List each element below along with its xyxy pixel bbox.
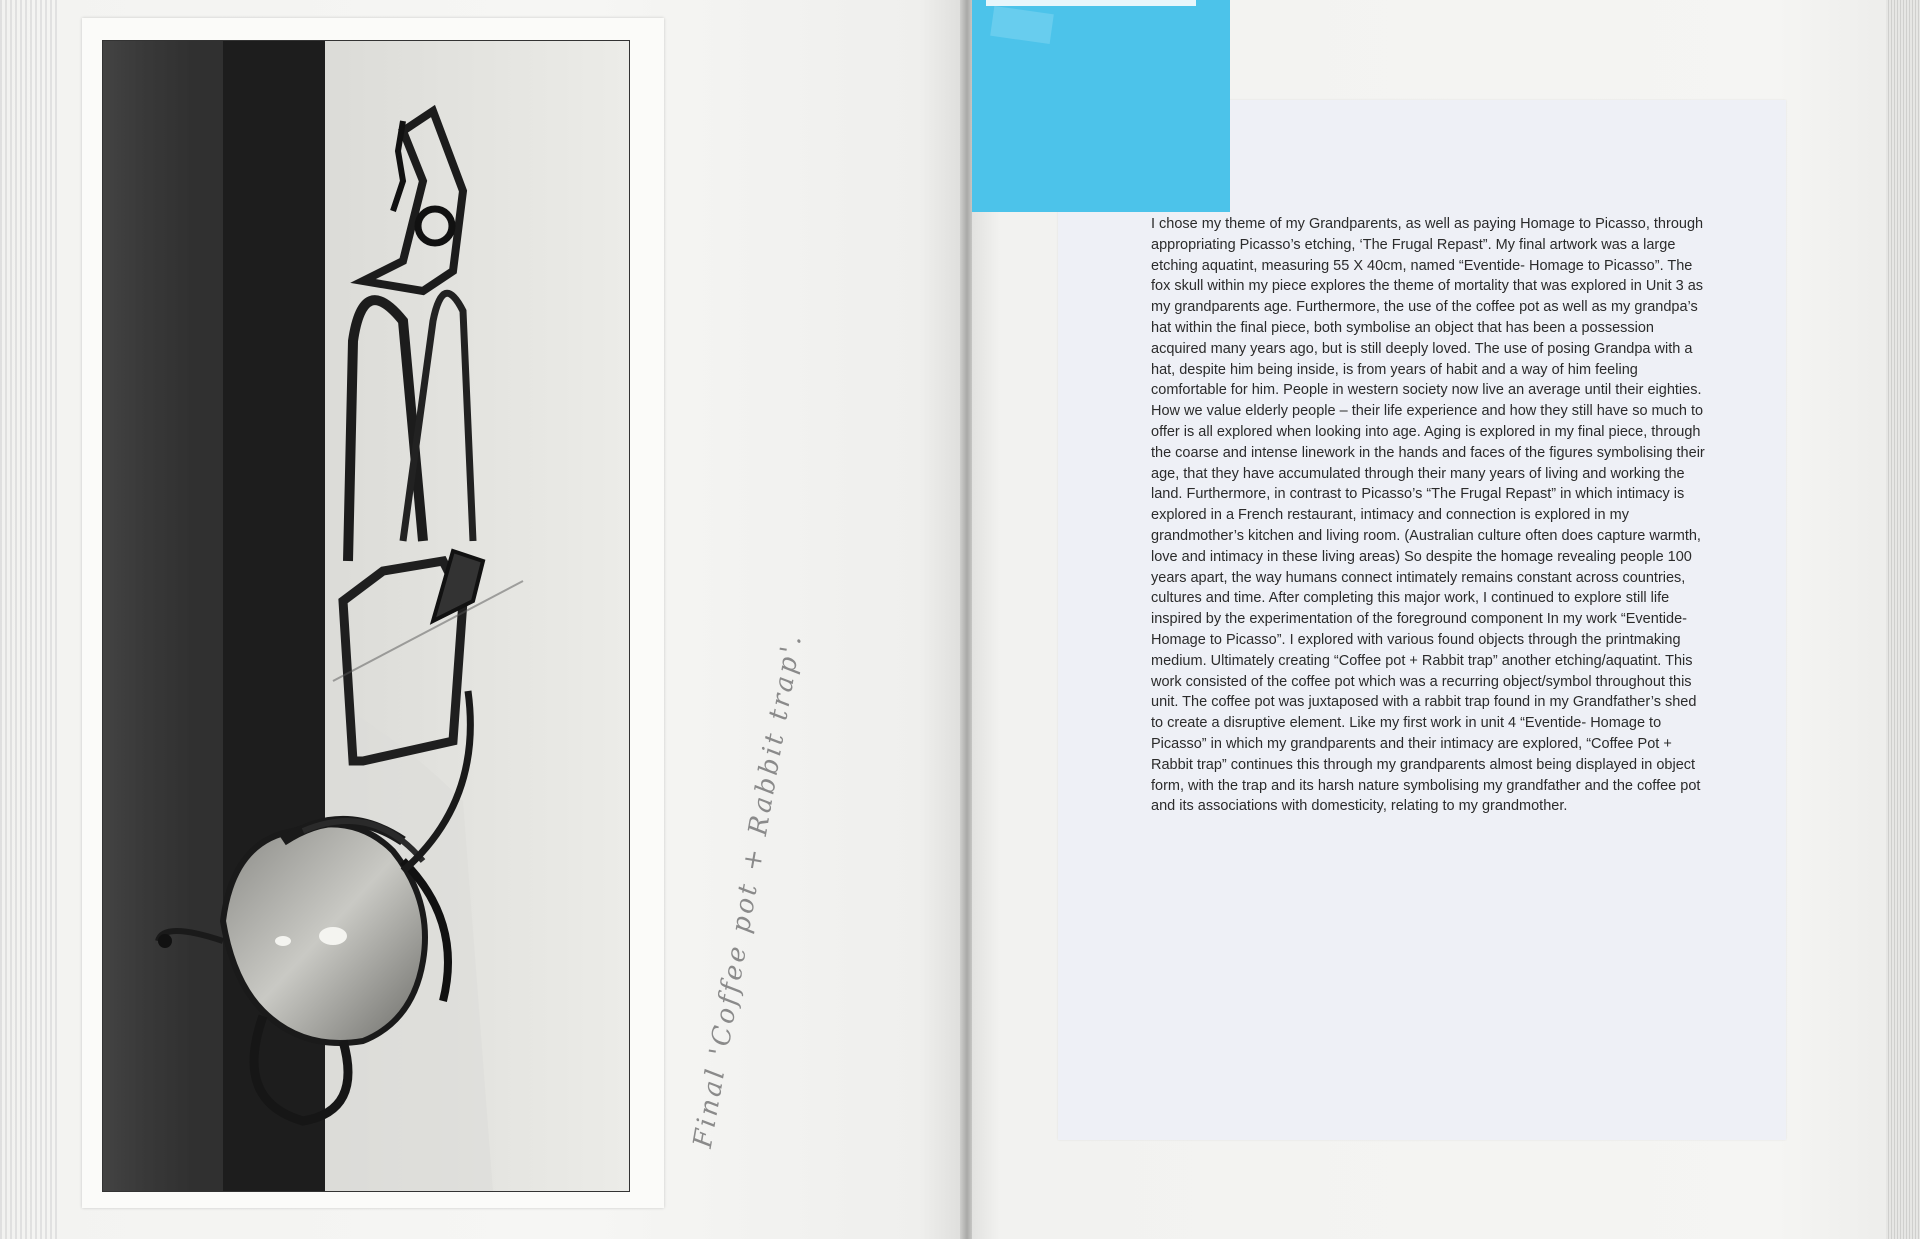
blue-index-tab bbox=[972, 0, 1230, 212]
etching-artwork bbox=[102, 40, 630, 1192]
artist-statement: I chose my theme of my Grandparents, as well as paying Homage to Picasso, through appropriating Picasso’s etching, ‘The Frugal Repast”. My final artwork was a large etching aquatint, measuring 55 X 40cm, named “Eventide- Homage to Picasso”. The fox skull within my piece explores the theme of mortality that was explored in Unit 3 as my grandparents age. Furthermore, the use of the coffee pot as well as my grandpa’s hat within the final piece, both symbolise an object that has been a possession acquired many years ago, but is still deeply loved. The use of posing Grandpa with a hat, despite him being inside, is from years of habit and a way of him feeling comfortable for him. People in western society now live an average until their eighties. How we value elderly people – their life experience and how they still have so much to offer is all explored when looking into age. Aging is explored in my final piece, through the coarse and intense linework in the hands and faces of the figures symbolising their age, that they have accumulated through their many years of living and working the land. Furthermore, in contrast to Picasso’s “The Frugal Repast” in which intimacy is explored in a French restaurant, intimacy and connection is explored in my grandmother’s kitchen and living room. (Australian culture often does capture warmth, love and intimacy in these living areas) So despite the homage revealing people 100 years apart, the way humans connect intimately remains constant across countries, cultures and time. After completing this major work, I continued to explore still life inspired by the experimentation of the foreground component In my work “Eventide-Homage to Picasso”. I explored with various found objects through the printmaking medium. Ultimately creating “Coffee pot + Rabbit trap” another etching/aquatint. This work consisted of the coffee pot which was a recurring object/symbol throughout this unit. The coffee pot was juxtaposed with a rabbit trap found in my Grandfather’s shed to create a disruptive element. Like my first work in unit 4 “Eventide- Homage to Picasso” in which my grandparents and their intimacy are explored, “Coffee Pot + Rabbit trap” continues this through my grandparents almost being displayed in object form, with the trap and its harsh nature symbolising my grandfather and the coffee pot and its associations with domesticity, relating to my grandmother. bbox=[1151, 216, 1705, 815]
tab-fold bbox=[990, 6, 1054, 44]
right-page-edges bbox=[1886, 0, 1920, 1239]
page-stack-edges bbox=[0, 0, 60, 1239]
handwritten-caption: Final 'Coffee pot + Rabbit trap'. bbox=[688, 630, 809, 1151]
tape-strip bbox=[986, 0, 1196, 6]
